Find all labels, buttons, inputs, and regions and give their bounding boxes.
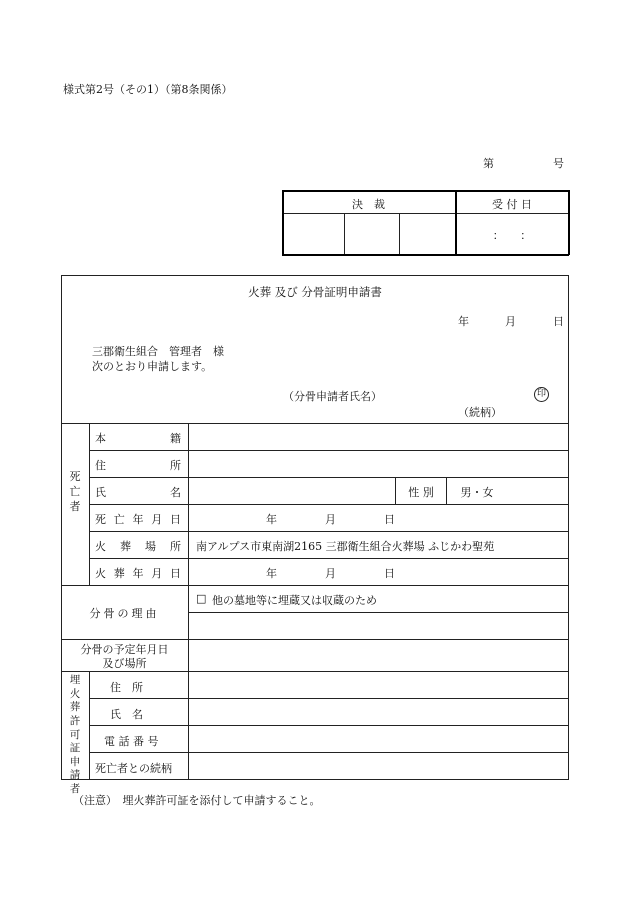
kessai-header: 決 裁 [352, 198, 385, 211]
relation-label: （続柄） [458, 406, 502, 419]
reason-checkbox[interactable]: □ [196, 592, 207, 605]
permit-jusho-label: 住 所 [110, 681, 143, 694]
permit-applicant-section-label: 埋 火 葬 許 可 証 申 請 者 [69, 674, 81, 796]
form-code: 様式第2号（その1）（第8条関係） [63, 83, 233, 96]
reason-option: 他の墓地等に埋蔵又は収蔵のため [212, 594, 377, 607]
addressee: 三郡衛生組合 管理者 様 [92, 345, 224, 358]
schedule-label-line2: 及び場所 [102, 657, 147, 670]
date-year-label: 年 [458, 315, 469, 328]
kasou-place-value: 南アルプス市東南湖2165 三郡衛生組合火葬場 ふじかわ聖苑 [196, 540, 495, 553]
shimei-label: 氏 名 [95, 486, 181, 499]
uketsuke-time-sep: ： ： [492, 229, 532, 242]
date-day-label: 日 [553, 315, 564, 328]
shibou-date-label: 死 亡 年 月 日 [95, 513, 181, 526]
kasou-year: 年 [266, 567, 277, 580]
reason-label: 分骨の理由 [89, 607, 160, 620]
seal-mark: 印 [534, 387, 549, 402]
kasou-place-label: 火 葬 場 所 [95, 540, 181, 553]
kasou-date-label: 火 葬 年 月 日 [95, 567, 181, 580]
request-statement: 次のとおり申請します。 [92, 360, 213, 373]
date-month-label: 月 [505, 315, 516, 328]
uketsuke-header: 受 付 日 [492, 198, 532, 211]
permit-tel-label: 電 話 番 号 [104, 735, 159, 748]
shibou-year: 年 [266, 513, 277, 526]
permit-relation-label: 死亡者との続柄 [95, 762, 172, 775]
deceased-section-label: 死 亡 者 [69, 470, 81, 513]
schedule-label-line1: 分骨の予定年月日 [80, 643, 169, 656]
shibou-month: 月 [325, 513, 336, 526]
note: （注意） 埋火葬許可証を添付して申請すること。 [73, 794, 321, 807]
applicant-name-label: （分骨申請者氏名） [283, 390, 382, 403]
form-title: 火葬 及び 分骨証明申請書 [248, 285, 382, 299]
kasou-day: 日 [384, 567, 395, 580]
shibou-day: 日 [384, 513, 395, 526]
seibetsu-label: 性 別 [408, 486, 434, 499]
honseki-label: 本 籍 [95, 432, 181, 445]
permit-shimei-label: 氏 名 [110, 708, 143, 721]
number-go: 号 [553, 157, 564, 170]
kasou-month: 月 [325, 567, 336, 580]
seibetsu-value: 男・女 [460, 486, 494, 499]
jusho-label: 住 所 [95, 459, 181, 472]
number-dai: 第 [483, 157, 494, 170]
